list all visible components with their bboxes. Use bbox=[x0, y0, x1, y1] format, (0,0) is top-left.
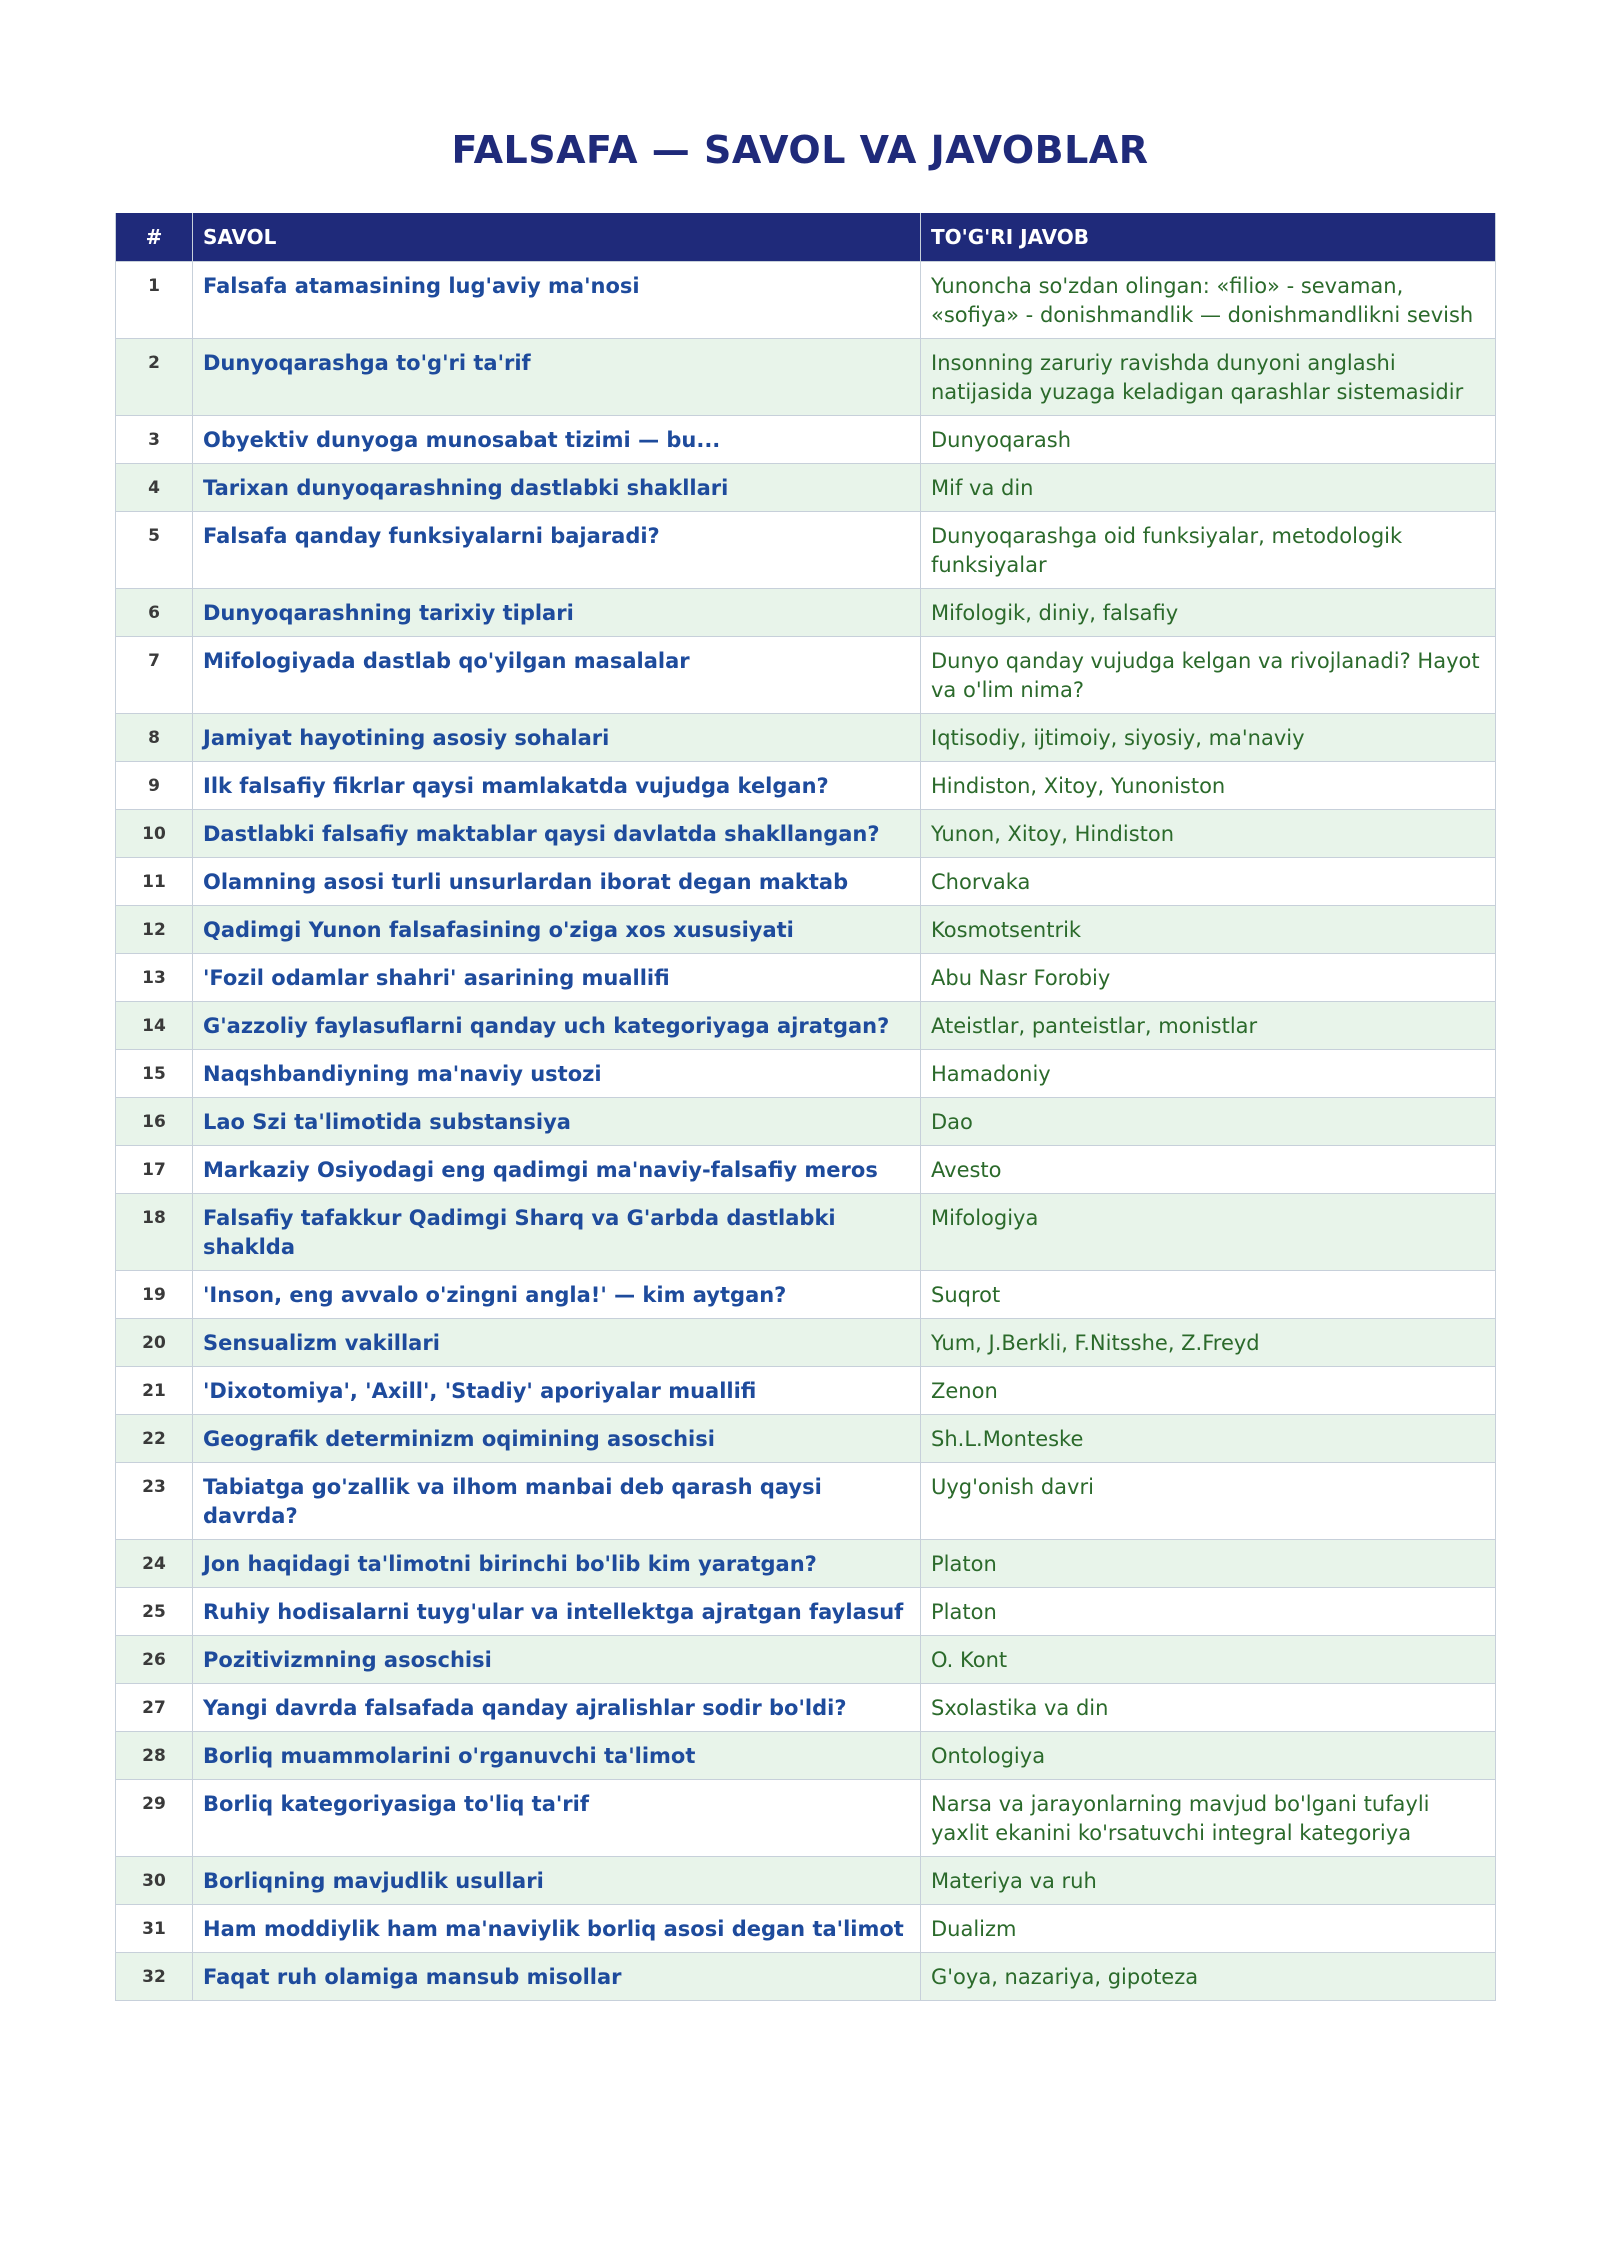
row-number: 4 bbox=[116, 464, 193, 512]
table-header bbox=[116, 213, 1496, 262]
table-row bbox=[116, 954, 1496, 1002]
answer-cell: Dunyo qanday vujudga kelgan va rivojlanadi? Hayot va o'lim nima? bbox=[921, 637, 1496, 714]
answer-cell: Suqrot bbox=[921, 1271, 1496, 1319]
question-cell: Dastlabki falsafiy maktablar qaysi davlatda shakllangan? bbox=[193, 810, 921, 858]
row-number: 5 bbox=[116, 512, 193, 589]
table-row bbox=[116, 416, 1496, 464]
table-row bbox=[116, 1002, 1496, 1050]
table-row bbox=[116, 1636, 1496, 1684]
question-cell: Olamning asosi turli unsurlardan iborat degan maktab bbox=[193, 858, 921, 906]
row-number: 10 bbox=[116, 810, 193, 858]
answer-cell: Chorvaka bbox=[921, 858, 1496, 906]
table-row bbox=[116, 858, 1496, 906]
answer-cell: Dunyoqarash bbox=[921, 416, 1496, 464]
answer-cell: Mifologiya bbox=[921, 1194, 1496, 1271]
table-row bbox=[116, 1540, 1496, 1588]
question-cell: Obyektiv dunyoga munosabat tizimi — bu... bbox=[193, 416, 921, 464]
question-cell: Dunyoqarashga to'g'ri ta'rif bbox=[193, 339, 921, 416]
table-row bbox=[116, 1146, 1496, 1194]
answer-cell: Ontologiya bbox=[921, 1732, 1496, 1780]
question-cell: Borliq kategoriyasiga to'liq ta'rif bbox=[193, 1780, 921, 1857]
row-number: 2 bbox=[116, 339, 193, 416]
question-cell: Qadimgi Yunon falsafasining o'ziga xos xususiyati bbox=[193, 906, 921, 954]
table-row bbox=[116, 1953, 1496, 2001]
header-row bbox=[116, 213, 1496, 262]
table-row bbox=[116, 714, 1496, 762]
row-number: 12 bbox=[116, 906, 193, 954]
table-row bbox=[116, 1857, 1496, 1905]
question-cell: Geografik determinizm oqimining asoschisi bbox=[193, 1415, 921, 1463]
answer-cell: Abu Nasr Forobiy bbox=[921, 954, 1496, 1002]
question-cell: Falsafa qanday funksiyalarni bajaradi? bbox=[193, 512, 921, 589]
row-number: 31 bbox=[116, 1905, 193, 1953]
row-number: 32 bbox=[116, 1953, 193, 2001]
row-number: 1 bbox=[116, 262, 193, 339]
answer-cell: Dunyoqarashga oid funksiyalar, metodologik funksiyalar bbox=[921, 512, 1496, 589]
row-number: 6 bbox=[116, 589, 193, 637]
row-number: 22 bbox=[116, 1415, 193, 1463]
question-cell: Tarixan dunyoqarashning dastlabki shakllari bbox=[193, 464, 921, 512]
row-number: 16 bbox=[116, 1098, 193, 1146]
answer-cell: Hamadoniy bbox=[921, 1050, 1496, 1098]
table-row bbox=[116, 512, 1496, 589]
column-header-answer: TO'G'RI JAVOB bbox=[921, 213, 1496, 262]
answer-cell: O. Kont bbox=[921, 1636, 1496, 1684]
question-cell: Ilk falsafiy fikrlar qaysi mamlakatda vujudga kelgan? bbox=[193, 762, 921, 810]
row-number: 7 bbox=[116, 637, 193, 714]
question-cell: Falsafiy tafakkur Qadimgi Sharq va G'arbda dastlabki shaklda bbox=[193, 1194, 921, 1271]
table-row bbox=[116, 1780, 1496, 1857]
qa-table bbox=[115, 213, 1496, 2001]
row-number: 21 bbox=[116, 1367, 193, 1415]
table-row bbox=[116, 637, 1496, 714]
table-row bbox=[116, 1194, 1496, 1271]
question-cell: Lao Szi ta'limotida substansiya bbox=[193, 1098, 921, 1146]
page-title: FALSAFA — SAVOL VA JAVOBLAR bbox=[451, 128, 1149, 172]
row-number: 9 bbox=[116, 762, 193, 810]
question-cell: Jon haqidagi ta'limotni birinchi bo'lib kim yaratgan? bbox=[193, 1540, 921, 1588]
answer-cell: Yum, J.Berkli, F.Nitsshe, Z.Freyd bbox=[921, 1319, 1496, 1367]
table-row bbox=[116, 906, 1496, 954]
question-cell: Jamiyat hayotining asosiy sohalari bbox=[193, 714, 921, 762]
answer-cell: Iqtisodiy, ijtimoiy, siyosiy, ma'naviy bbox=[921, 714, 1496, 762]
question-cell: Tabiatga go'zallik va ilhom manbai deb qarash qaysi davrda? bbox=[193, 1463, 921, 1540]
answer-cell: Sxolastika va din bbox=[921, 1684, 1496, 1732]
row-number: 11 bbox=[116, 858, 193, 906]
answer-cell: Zenon bbox=[921, 1367, 1496, 1415]
row-number: 26 bbox=[116, 1636, 193, 1684]
answer-cell: Ateistlar, panteistlar, monistlar bbox=[921, 1002, 1496, 1050]
table-row bbox=[116, 464, 1496, 512]
row-number: 8 bbox=[116, 714, 193, 762]
table-row bbox=[116, 762, 1496, 810]
answer-cell: Platon bbox=[921, 1540, 1496, 1588]
row-number: 18 bbox=[116, 1194, 193, 1271]
row-number: 3 bbox=[116, 416, 193, 464]
row-number: 23 bbox=[116, 1463, 193, 1540]
table-row bbox=[116, 262, 1496, 339]
answer-cell: Dualizm bbox=[921, 1905, 1496, 1953]
row-number: 24 bbox=[116, 1540, 193, 1588]
answer-cell: Avesto bbox=[921, 1146, 1496, 1194]
question-cell: Borliqning mavjudlik usullari bbox=[193, 1857, 921, 1905]
table-row bbox=[116, 1098, 1496, 1146]
table-row bbox=[116, 1319, 1496, 1367]
table-row bbox=[116, 1463, 1496, 1540]
row-number: 25 bbox=[116, 1588, 193, 1636]
answer-cell: Mifologik, diniy, falsafiy bbox=[921, 589, 1496, 637]
answer-cell: Uyg'onish davri bbox=[921, 1463, 1496, 1540]
table-row bbox=[116, 1367, 1496, 1415]
answer-cell: Dao bbox=[921, 1098, 1496, 1146]
question-cell: Ham moddiylik ham ma'naviylik borliq asosi degan ta'limot bbox=[193, 1905, 921, 1953]
table-row bbox=[116, 1415, 1496, 1463]
question-cell: 'Inson, eng avvalo o'zingni angla!' — kim aytgan? bbox=[193, 1271, 921, 1319]
row-number: 14 bbox=[116, 1002, 193, 1050]
row-number: 19 bbox=[116, 1271, 193, 1319]
row-number: 15 bbox=[116, 1050, 193, 1098]
table-row bbox=[116, 339, 1496, 416]
answer-cell: Mif va din bbox=[921, 464, 1496, 512]
row-number: 30 bbox=[116, 1857, 193, 1905]
question-cell: Ruhiy hodisalarni tuyg'ular va intellektga ajratgan faylasuf bbox=[193, 1588, 921, 1636]
question-cell: Falsafa atamasining lug'aviy ma'nosi bbox=[193, 262, 921, 339]
answer-cell: Sh.L.Monteske bbox=[921, 1415, 1496, 1463]
question-cell: Sensualizm vakillari bbox=[193, 1319, 921, 1367]
question-cell: Mifologiyada dastlab qo'yilgan masalalar bbox=[193, 637, 921, 714]
question-cell: Markaziy Osiyodagi eng qadimgi ma'naviy-falsafiy meros bbox=[193, 1146, 921, 1194]
table-row bbox=[116, 810, 1496, 858]
row-number: 17 bbox=[116, 1146, 193, 1194]
answer-cell: Yunon, Xitoy, Hindiston bbox=[921, 810, 1496, 858]
table-row bbox=[116, 589, 1496, 637]
table-row bbox=[116, 1684, 1496, 1732]
question-cell: Faqat ruh olamiga mansub misollar bbox=[193, 1953, 921, 2001]
column-header-number: # bbox=[116, 213, 193, 262]
answer-cell: G'oya, nazariya, gipoteza bbox=[921, 1953, 1496, 2001]
answer-cell: Narsa va jarayonlarning mavjud bo'lgani tufayli yaxlit ekanini ko'rsatuvchi integral kategoriya bbox=[921, 1780, 1496, 1857]
row-number: 27 bbox=[116, 1684, 193, 1732]
row-number: 28 bbox=[116, 1732, 193, 1780]
table-row bbox=[116, 1271, 1496, 1319]
table-row bbox=[116, 1050, 1496, 1098]
table-row bbox=[116, 1905, 1496, 1953]
table-body bbox=[116, 262, 1496, 2001]
column-header-question: SAVOL bbox=[193, 213, 921, 262]
answer-cell: Platon bbox=[921, 1588, 1496, 1636]
table-row bbox=[116, 1588, 1496, 1636]
answer-cell: Insonning zaruriy ravishda dunyoni anglashi natijasida yuzaga keladigan qarashlar sistemasidir bbox=[921, 339, 1496, 416]
row-number: 13 bbox=[116, 954, 193, 1002]
question-cell: G'azzoliy faylasuflarni qanday uch kategoriyaga ajratgan? bbox=[193, 1002, 921, 1050]
question-cell: Naqshbandiyning ma'naviy ustozi bbox=[193, 1050, 921, 1098]
table-row bbox=[116, 1732, 1496, 1780]
question-cell: Borliq muammolarini o'rganuvchi ta'limot bbox=[193, 1732, 921, 1780]
row-number: 20 bbox=[116, 1319, 193, 1367]
question-cell: Pozitivizmning asoschisi bbox=[193, 1636, 921, 1684]
row-number: 29 bbox=[116, 1780, 193, 1857]
question-cell: Yangi davrda falsafada qanday ajralishlar sodir bo'ldi? bbox=[193, 1684, 921, 1732]
question-cell: Dunyoqarashning tarixiy tiplari bbox=[193, 589, 921, 637]
question-cell: 'Dixotomiya', 'Axill', 'Stadiy' aporiyalar muallifi bbox=[193, 1367, 921, 1415]
answer-cell: Hindiston, Xitoy, Yunoniston bbox=[921, 762, 1496, 810]
answer-cell: Yunoncha so'zdan olingan: «filio» - sevaman, «sofiya» - donishmandlik — donishmandlikni sevish bbox=[921, 262, 1496, 339]
answer-cell: Kosmotsentrik bbox=[921, 906, 1496, 954]
question-cell: 'Fozil odamlar shahri' asarining muallifi bbox=[193, 954, 921, 1002]
answer-cell: Materiya va ruh bbox=[921, 1857, 1496, 1905]
